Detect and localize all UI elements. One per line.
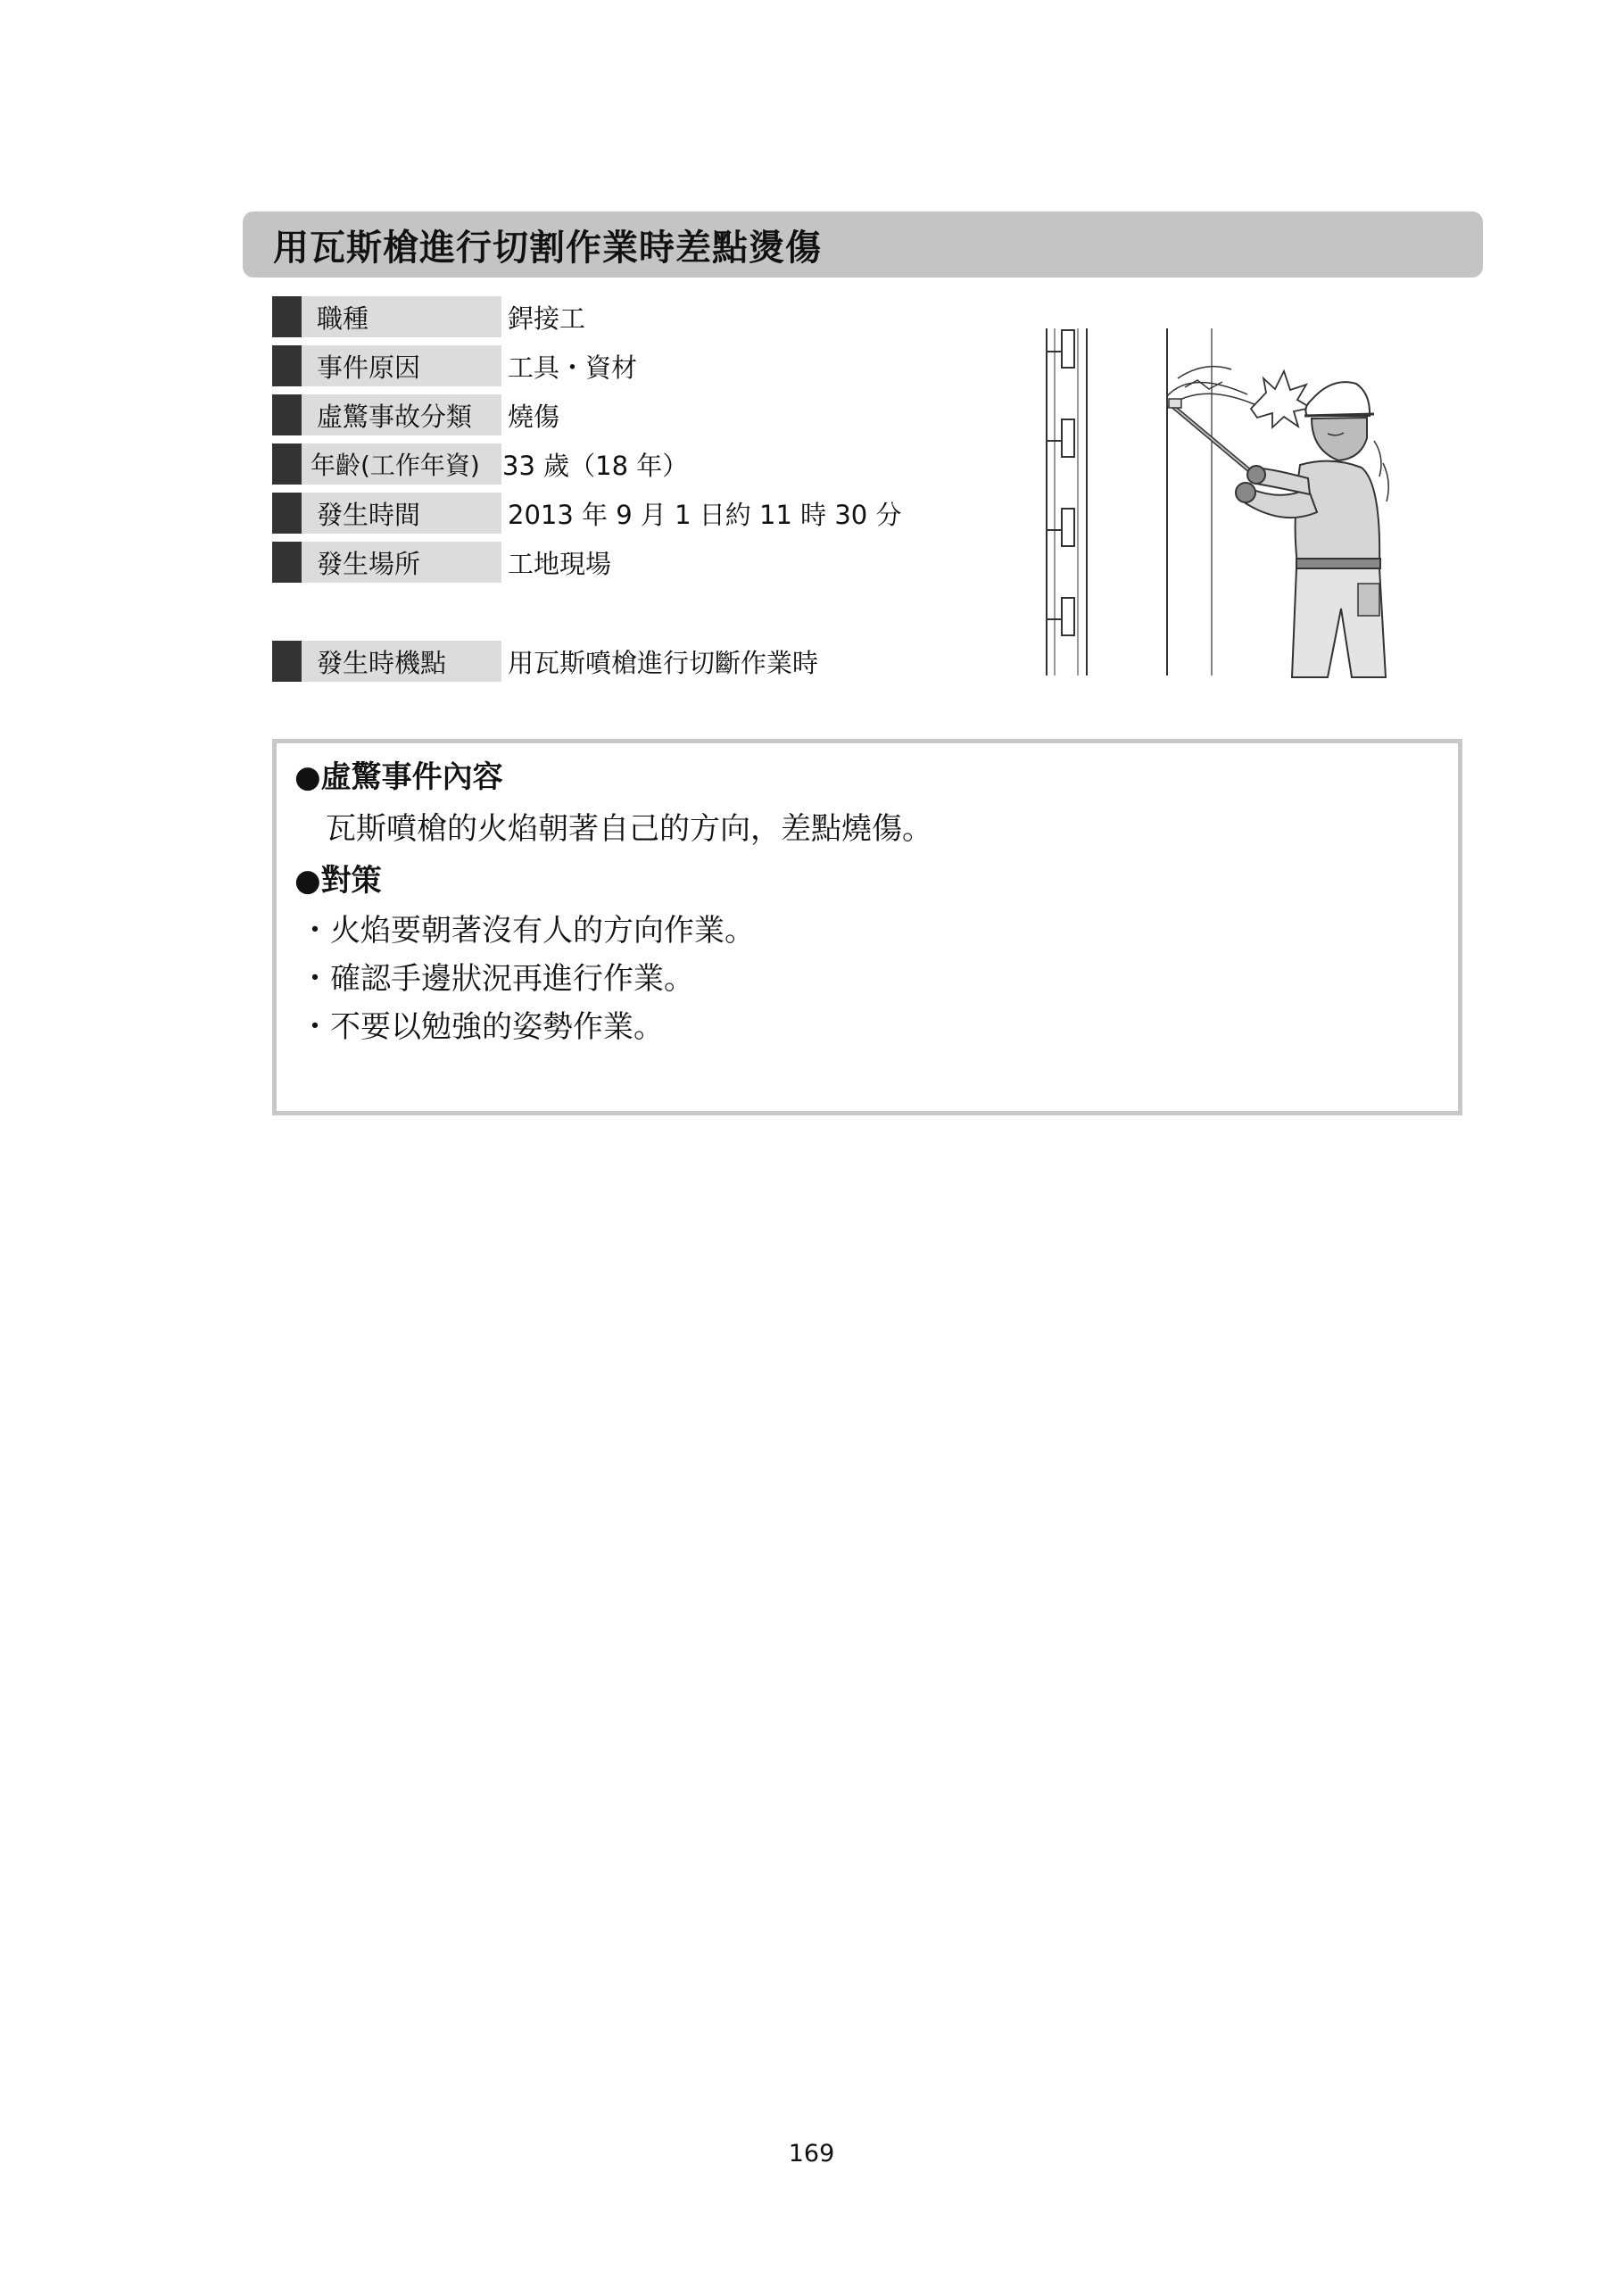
info-label: 事件原因 xyxy=(302,345,501,386)
content-box xyxy=(272,739,1462,1115)
info-value: 燒傷 xyxy=(508,401,560,432)
event-text: 瓦斯噴槍的火焰朝著自己的方向，差點燒傷。 xyxy=(326,811,932,847)
info-label: 職種 xyxy=(302,296,501,337)
info-label: 發生時機點 xyxy=(302,641,501,682)
row-marker xyxy=(272,296,302,337)
info-value: 工地現場 xyxy=(508,548,612,579)
measure-item: ・火焰要朝著沒有人的方向作業。 xyxy=(300,913,755,949)
row-marker xyxy=(272,641,302,682)
info-label: 發生時間 xyxy=(302,493,501,534)
event-heading: ●虛驚事件內容 xyxy=(294,759,503,795)
info-label: 年齡(工作年資) xyxy=(302,443,501,485)
info-value: 用瓦斯噴槍進行切斷作業時 xyxy=(508,647,819,678)
info-value: 2013 年 9 月 1 日約 11 時 30 分 xyxy=(508,499,902,530)
title-bar xyxy=(243,211,1483,278)
measures-heading: ●對策 xyxy=(294,863,382,899)
row-marker xyxy=(272,443,302,485)
measure-item: ・確認手邊狀況再進行作業。 xyxy=(300,961,694,997)
row-marker xyxy=(272,345,302,386)
worker-cutting-torch-illustration xyxy=(1044,325,1392,682)
info-label: 虛驚事故分類 xyxy=(302,394,501,435)
info-value: 工具・資材 xyxy=(508,352,638,383)
row-marker xyxy=(272,394,302,435)
row-marker xyxy=(272,542,302,583)
page-title: 用瓦斯槍進行切割作業時差點燙傷 xyxy=(273,227,822,269)
info-label: 發生場所 xyxy=(302,542,501,583)
info-value: 銲接工 xyxy=(508,303,586,334)
row-marker xyxy=(272,493,302,534)
measure-item: ・不要以勉強的姿勢作業。 xyxy=(300,1009,664,1045)
info-value: 33 歲（18 年） xyxy=(502,450,689,481)
page-number: 169 xyxy=(788,2140,835,2168)
